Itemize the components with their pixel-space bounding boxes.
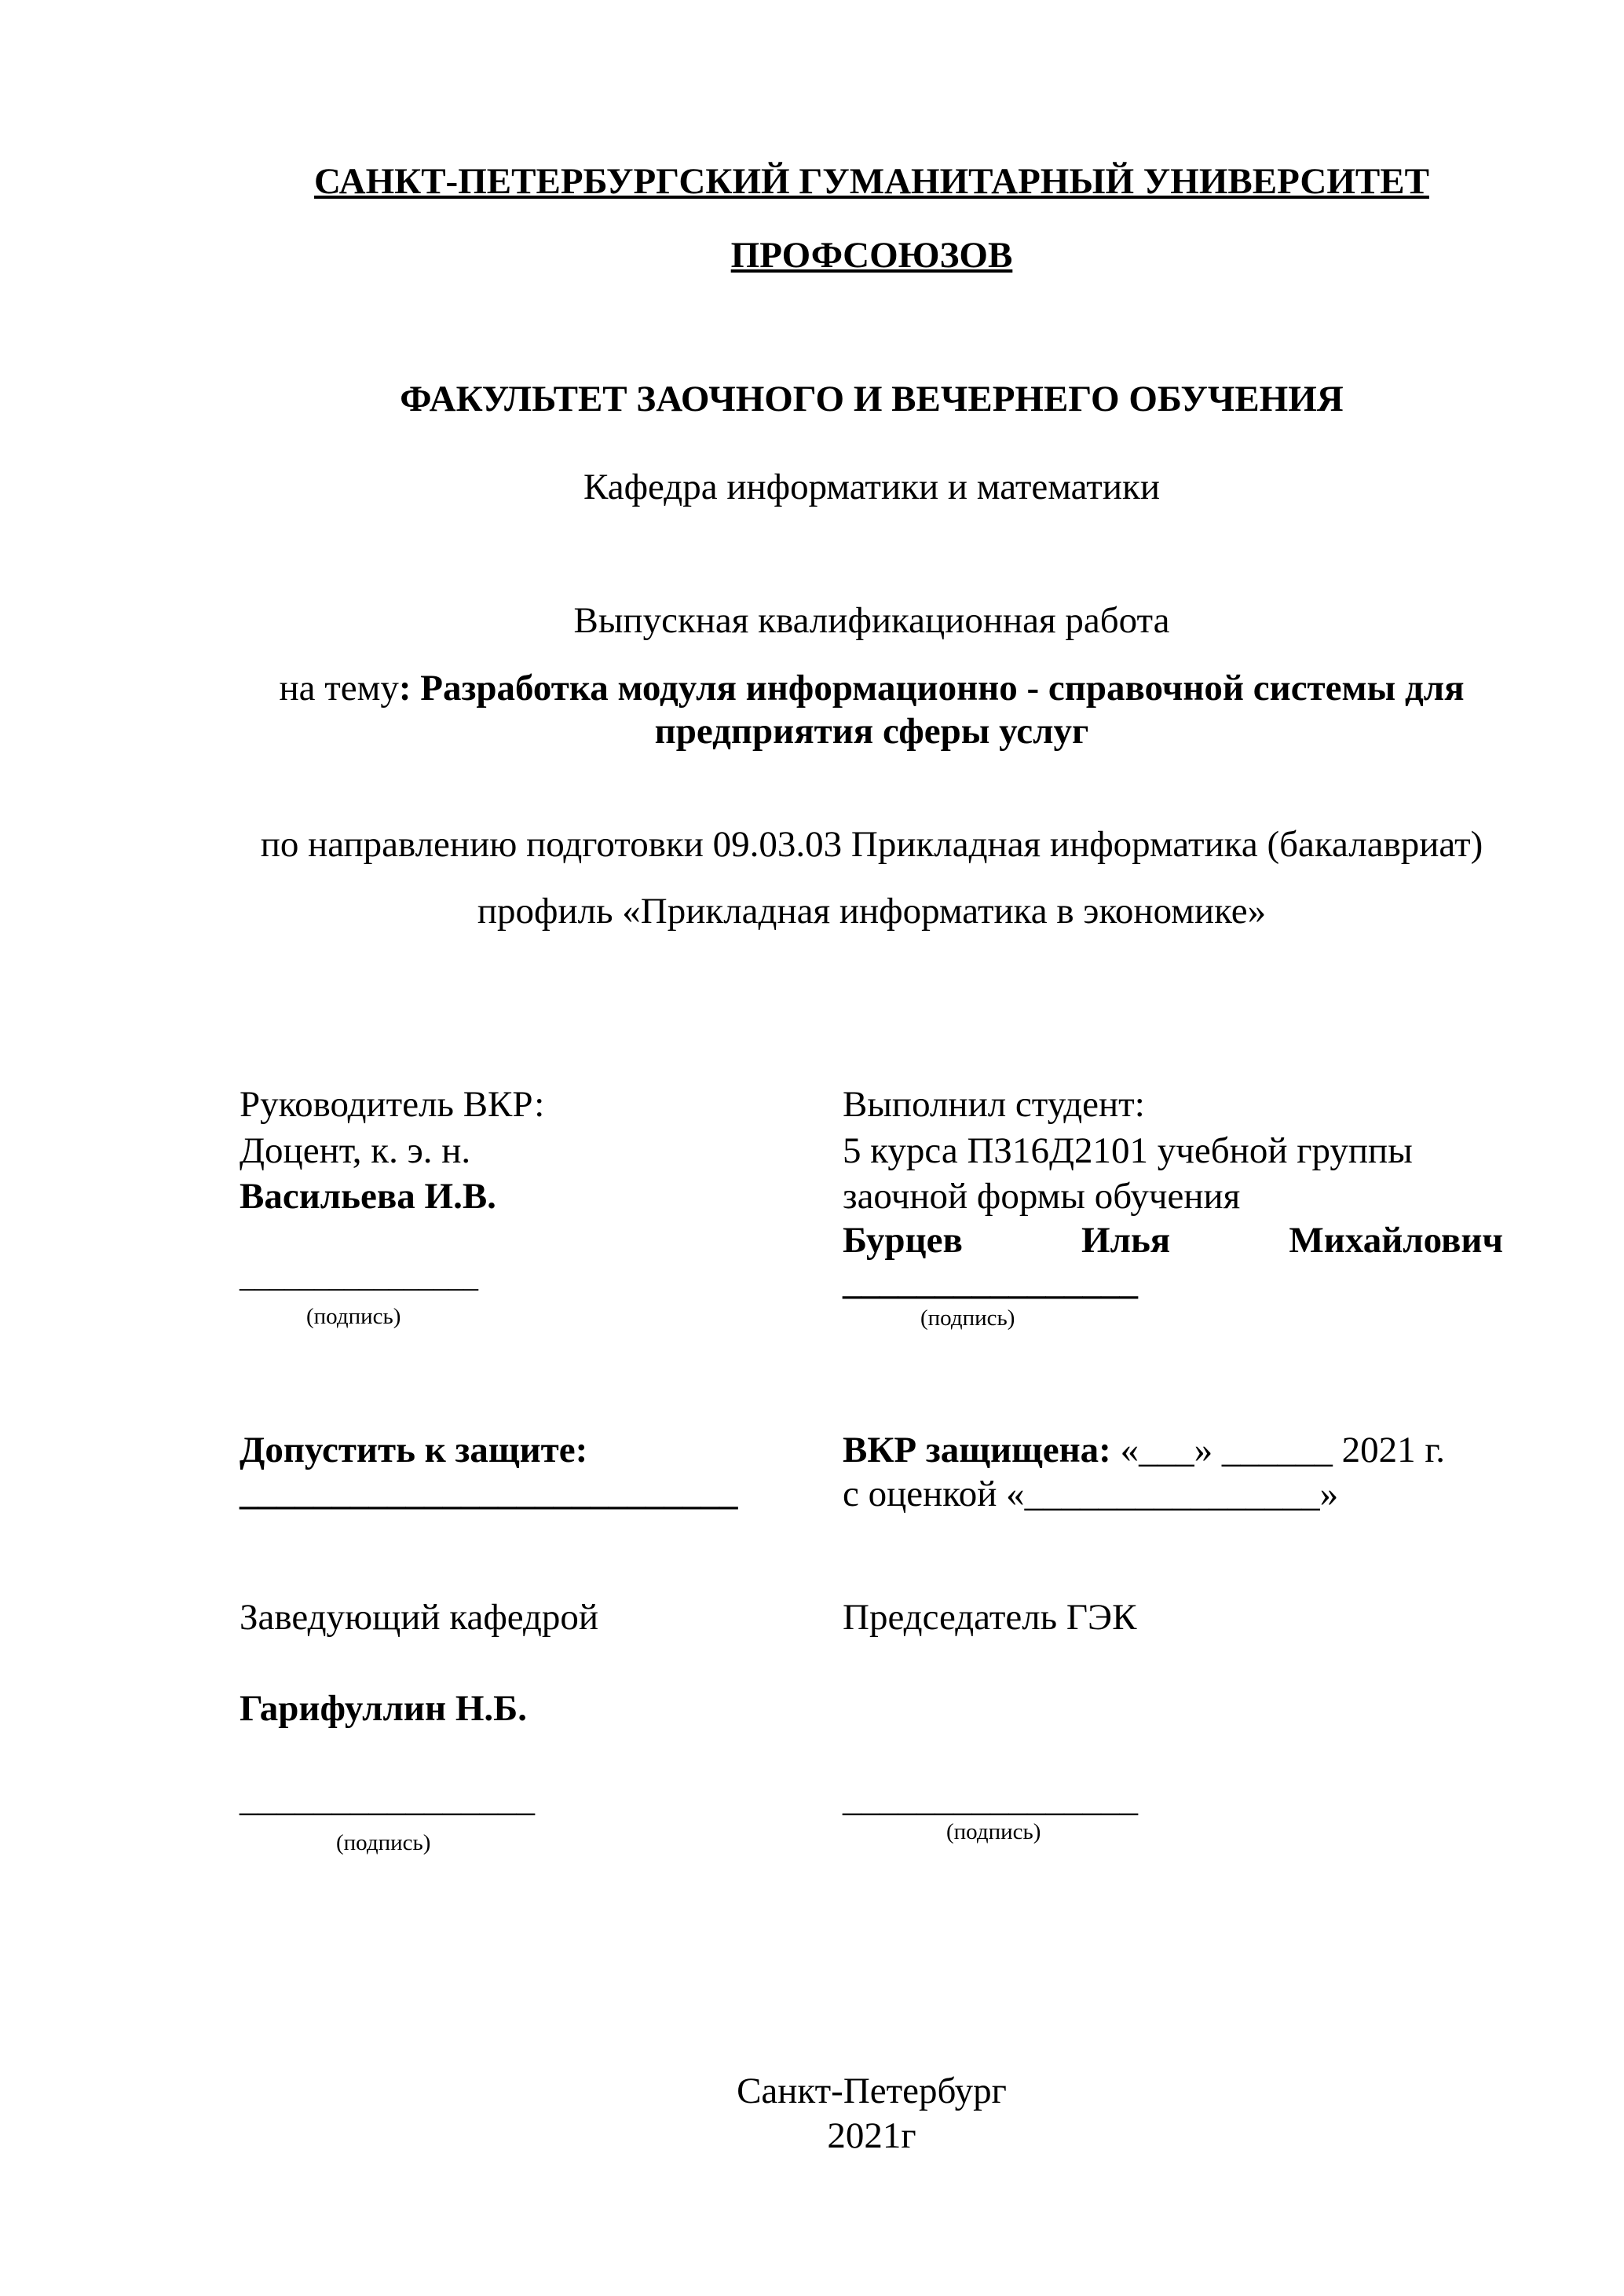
admission-label: Допустить к защите:: [240, 1430, 588, 1470]
topic-title: : Разработка модуля информационно - справочной системы для: [398, 668, 1465, 709]
chair-signature-line: ________________: [843, 1778, 1138, 1819]
student-study-form: заочной формы обучения: [843, 1176, 1241, 1217]
defense-date: «___» ______ 2021 г.: [1110, 1430, 1446, 1470]
university-name-line1: САНКТ-ПЕТЕРБУРГСКИЙ ГУМАНИТАРНЫЙ УНИВЕРСИТЕТ: [314, 161, 1429, 202]
university-name-line2: ПРОФСОЮЗОВ: [730, 235, 1013, 276]
chair-signature-caption: (подпись): [946, 1819, 1041, 1844]
study-profile: профиль «Прикладная информатика в экономике»: [477, 891, 1267, 932]
student-group: 5 курса ПЗ16Д2101 учебной группы: [843, 1130, 1413, 1171]
student-surname: Бурцев: [843, 1220, 963, 1261]
student-name: [843, 1218, 1503, 1262]
study-direction: по направлению подготовки 09.03.03 Прикладная информатика (бакалавриат): [260, 824, 1483, 865]
admission-signature-line: ___________________________: [240, 1472, 738, 1513]
student-signature-line: ________________: [843, 1262, 1138, 1302]
footer-city: Санкт-Петербург: [737, 2071, 1007, 2111]
student-first-name: Илья: [1081, 1220, 1171, 1261]
commission-chair-label: Председатель ГЭК: [843, 1597, 1137, 1638]
work-topic-line1: [240, 666, 1504, 710]
supervisor-name: Васильева И.В.: [240, 1176, 496, 1217]
footer-year: 2021г: [827, 2115, 916, 2156]
supervisor-signature-line: ________________: [240, 1261, 478, 1294]
student-label: Выполнил студент:: [843, 1084, 1145, 1125]
work-topic-line2: предприятия сферы услуг: [654, 711, 1089, 752]
supervisor-signature-caption: (подпись): [306, 1304, 401, 1329]
student-signature-caption: (подпись): [920, 1305, 1015, 1331]
head-signature-line: ________________: [240, 1778, 535, 1819]
defense-label: ВКР защищена:: [843, 1430, 1111, 1470]
work-type: Выпускная квалификационная работа: [573, 600, 1170, 641]
faculty-name: ФАКУЛЬТЕТ ЗАОЧНОГО И ВЕЧЕРНЕГО ОБУЧЕНИЯ: [400, 379, 1344, 419]
student-patronymic: Михайлович: [1289, 1220, 1503, 1261]
head-signature-caption: (подпись): [336, 1830, 431, 1855]
head-of-department-name: Гарифуллин Н.Б.: [240, 1688, 527, 1729]
topic-prefix: на тему: [279, 668, 399, 709]
department-name: Кафедра информатики и математики: [583, 467, 1160, 507]
head-of-department-label: Заведующий кафедрой: [240, 1597, 599, 1638]
supervisor-title: Доцент, к. э. н.: [240, 1130, 471, 1171]
defense-grade: с оценкой «________________»: [843, 1474, 1339, 1514]
defense-status: [843, 1428, 1445, 1472]
supervisor-label: Руководитель ВКР:: [240, 1084, 545, 1125]
